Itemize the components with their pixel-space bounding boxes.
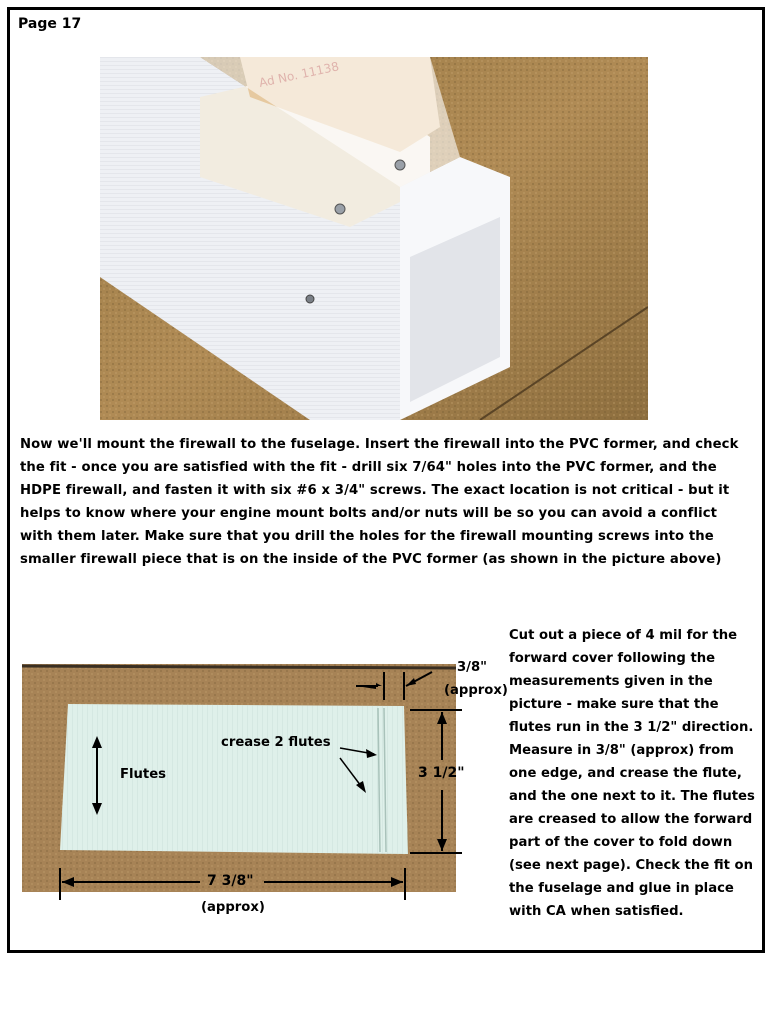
crease-label: crease 2 flutes: [221, 735, 331, 750]
flutes-label: Flutes: [120, 767, 167, 782]
instruction-paragraph: Now we'll mount the firewall to the fuselage. Insert the firewall into the PVC former, and check the fit - once you are satisfied with the fit - drill six 7/64" holes into the PVC former, and the HDPE firewall, and fasten it with six #6 x 3/4" screws. The exact location is not critical - but it helps to know where your engine mount bolts and/or nuts will be so you can avoid a conflict with them later. Make sure that you drill the holes for the firewall mounting screws into the smaller firewall piece that is on the inside of the PVC former (as shown in the picture above): [20, 437, 739, 567]
width-dimension-label: 7 3/8": [207, 873, 254, 889]
fuselage-firewall-photo: [100, 57, 648, 420]
width-dimension-note: (approx): [201, 900, 265, 915]
height-dimension-label: 3 1/2": [418, 765, 465, 781]
edge-dimension-note: (approx): [444, 683, 508, 698]
edge-dimension-label: 3/8": [457, 660, 488, 675]
page-number: Page 17: [18, 16, 82, 32]
side-instructions: Cut out a piece of 4 mil for the forward cover following the measurements given in the picture - make sure that the flutes run in the 3 1/2" direction. Measure in 3/8" (approx) from one edge, and crease the flute, and the one next to it. The flutes are creased to allow the forward part of the cover to fold down (see next page). Check the fit on the fuselage and glue in place with CA when satisfied.: [509, 628, 755, 919]
cover-piece-photo: [22, 664, 456, 892]
